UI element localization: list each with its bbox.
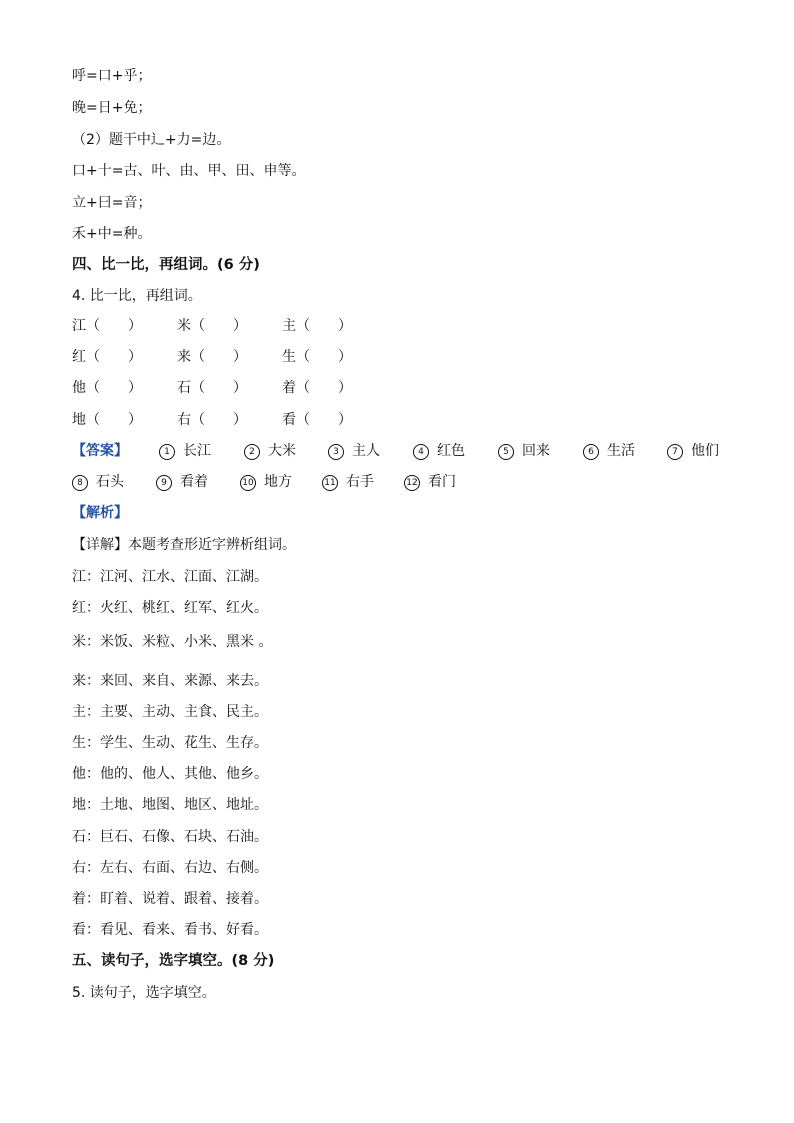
circled-number: 11	[322, 475, 338, 491]
circled-number: 2	[244, 444, 260, 460]
answer-word: 生活	[607, 443, 635, 459]
compare-cell: 主（ ）	[282, 318, 352, 334]
analysis-line: 生：学生、生动、花生、生存。	[72, 735, 268, 751]
answer-word: 红色	[437, 443, 465, 459]
text-line: 呼=口+乎；	[72, 68, 152, 84]
circled-number: 4	[413, 444, 429, 460]
compare-cell: 生（ ）	[282, 349, 352, 365]
compare-cell: 着（ ）	[282, 380, 352, 396]
compare-cell: 地（ ）	[72, 412, 142, 428]
compare-cell: 来（ ）	[177, 349, 247, 365]
compare-cell: 米（ ）	[177, 318, 247, 334]
answer-item	[667, 441, 719, 461]
analysis-line: 来：来回、来自、来源、来去。	[72, 673, 268, 689]
compare-cell: 看（ ）	[282, 412, 352, 428]
answer-item	[244, 441, 296, 461]
analysis-line: 右：左右、右面、右边、右侧。	[72, 860, 268, 876]
compare-cell: 红（ ）	[72, 349, 142, 365]
section-heading: 五、读句子，选字填空。(8 分)	[72, 953, 275, 969]
answer-item	[156, 472, 208, 492]
answer-word: 右手	[346, 474, 374, 490]
detail-line: 【详解】本题考查形近字辨析组词。	[72, 537, 296, 553]
answer-item	[498, 441, 550, 461]
answer-item	[583, 441, 635, 461]
compare-cell: 右（ ）	[177, 412, 247, 428]
section-heading: 四、比一比，再组词。(6 分)	[72, 257, 260, 273]
answer-word: 看门	[428, 474, 456, 490]
answer-word: 地方	[264, 474, 292, 490]
compare-cell: 江（ ）	[72, 318, 142, 334]
analysis-tag: 【解析】	[72, 505, 128, 521]
answer-word: 大米	[268, 443, 296, 459]
analysis-line: 看：看见、看来、看书、好看。	[72, 922, 268, 938]
question-prompt: 5. 读句子，选字填空。	[72, 985, 216, 1001]
text-line: 立+曰=音；	[72, 195, 152, 211]
text-line: 口+十=古、叶、由、甲、田、申等。	[72, 163, 306, 179]
circled-number: 6	[583, 444, 599, 460]
circled-number: 12	[404, 475, 420, 491]
text-line: 晚=日+免；	[72, 100, 152, 116]
answer-word: 主人	[352, 443, 380, 459]
analysis-line: 米：米饭、米粒、小米、黑米 。	[72, 634, 273, 650]
text-line: （2）题干中辶+力=边。	[72, 132, 231, 148]
answer-item	[322, 472, 374, 492]
answer-item	[159, 441, 211, 461]
question-prompt: 4. 比一比，再组词。	[72, 288, 202, 304]
answer-item	[72, 472, 124, 492]
circled-number: 3	[328, 444, 344, 460]
compare-cell: 他（ ）	[72, 380, 142, 396]
answer-item	[413, 441, 465, 461]
analysis-line: 江：江河、江水、江面、江湖。	[72, 569, 268, 585]
answer-item	[328, 441, 380, 461]
circled-number: 10	[240, 475, 256, 491]
answer-word: 看着	[180, 474, 208, 490]
answer-word: 石头	[96, 474, 124, 490]
analysis-line: 着：盯着、说着、跟着、接着。	[72, 891, 268, 907]
answer-tag: 【答案】	[72, 443, 128, 459]
analysis-line: 石：巨石、石像、石块、石油。	[72, 829, 268, 845]
analysis-line: 他：他的、他人、其他、他乡。	[72, 766, 268, 782]
circled-number: 7	[667, 444, 683, 460]
circled-number: 1	[159, 444, 175, 460]
circled-number: 8	[72, 475, 88, 491]
answer-word: 回来	[522, 443, 550, 459]
analysis-line: 红：火红、桃红、红军、红火。	[72, 600, 268, 616]
answer-item	[404, 472, 456, 492]
analysis-line: 地：土地、地图、地区、地址。	[72, 797, 268, 813]
answer-word: 长江	[183, 443, 211, 459]
analysis-line: 主：主要、主动、主食、民主。	[72, 704, 268, 720]
compare-cell: 石（ ）	[177, 380, 247, 396]
answer-word: 他们	[691, 443, 719, 459]
circled-number: 5	[498, 444, 514, 460]
circled-number: 9	[156, 475, 172, 491]
text-line: 禾+中=种。	[72, 226, 152, 242]
answer-item	[240, 472, 292, 492]
